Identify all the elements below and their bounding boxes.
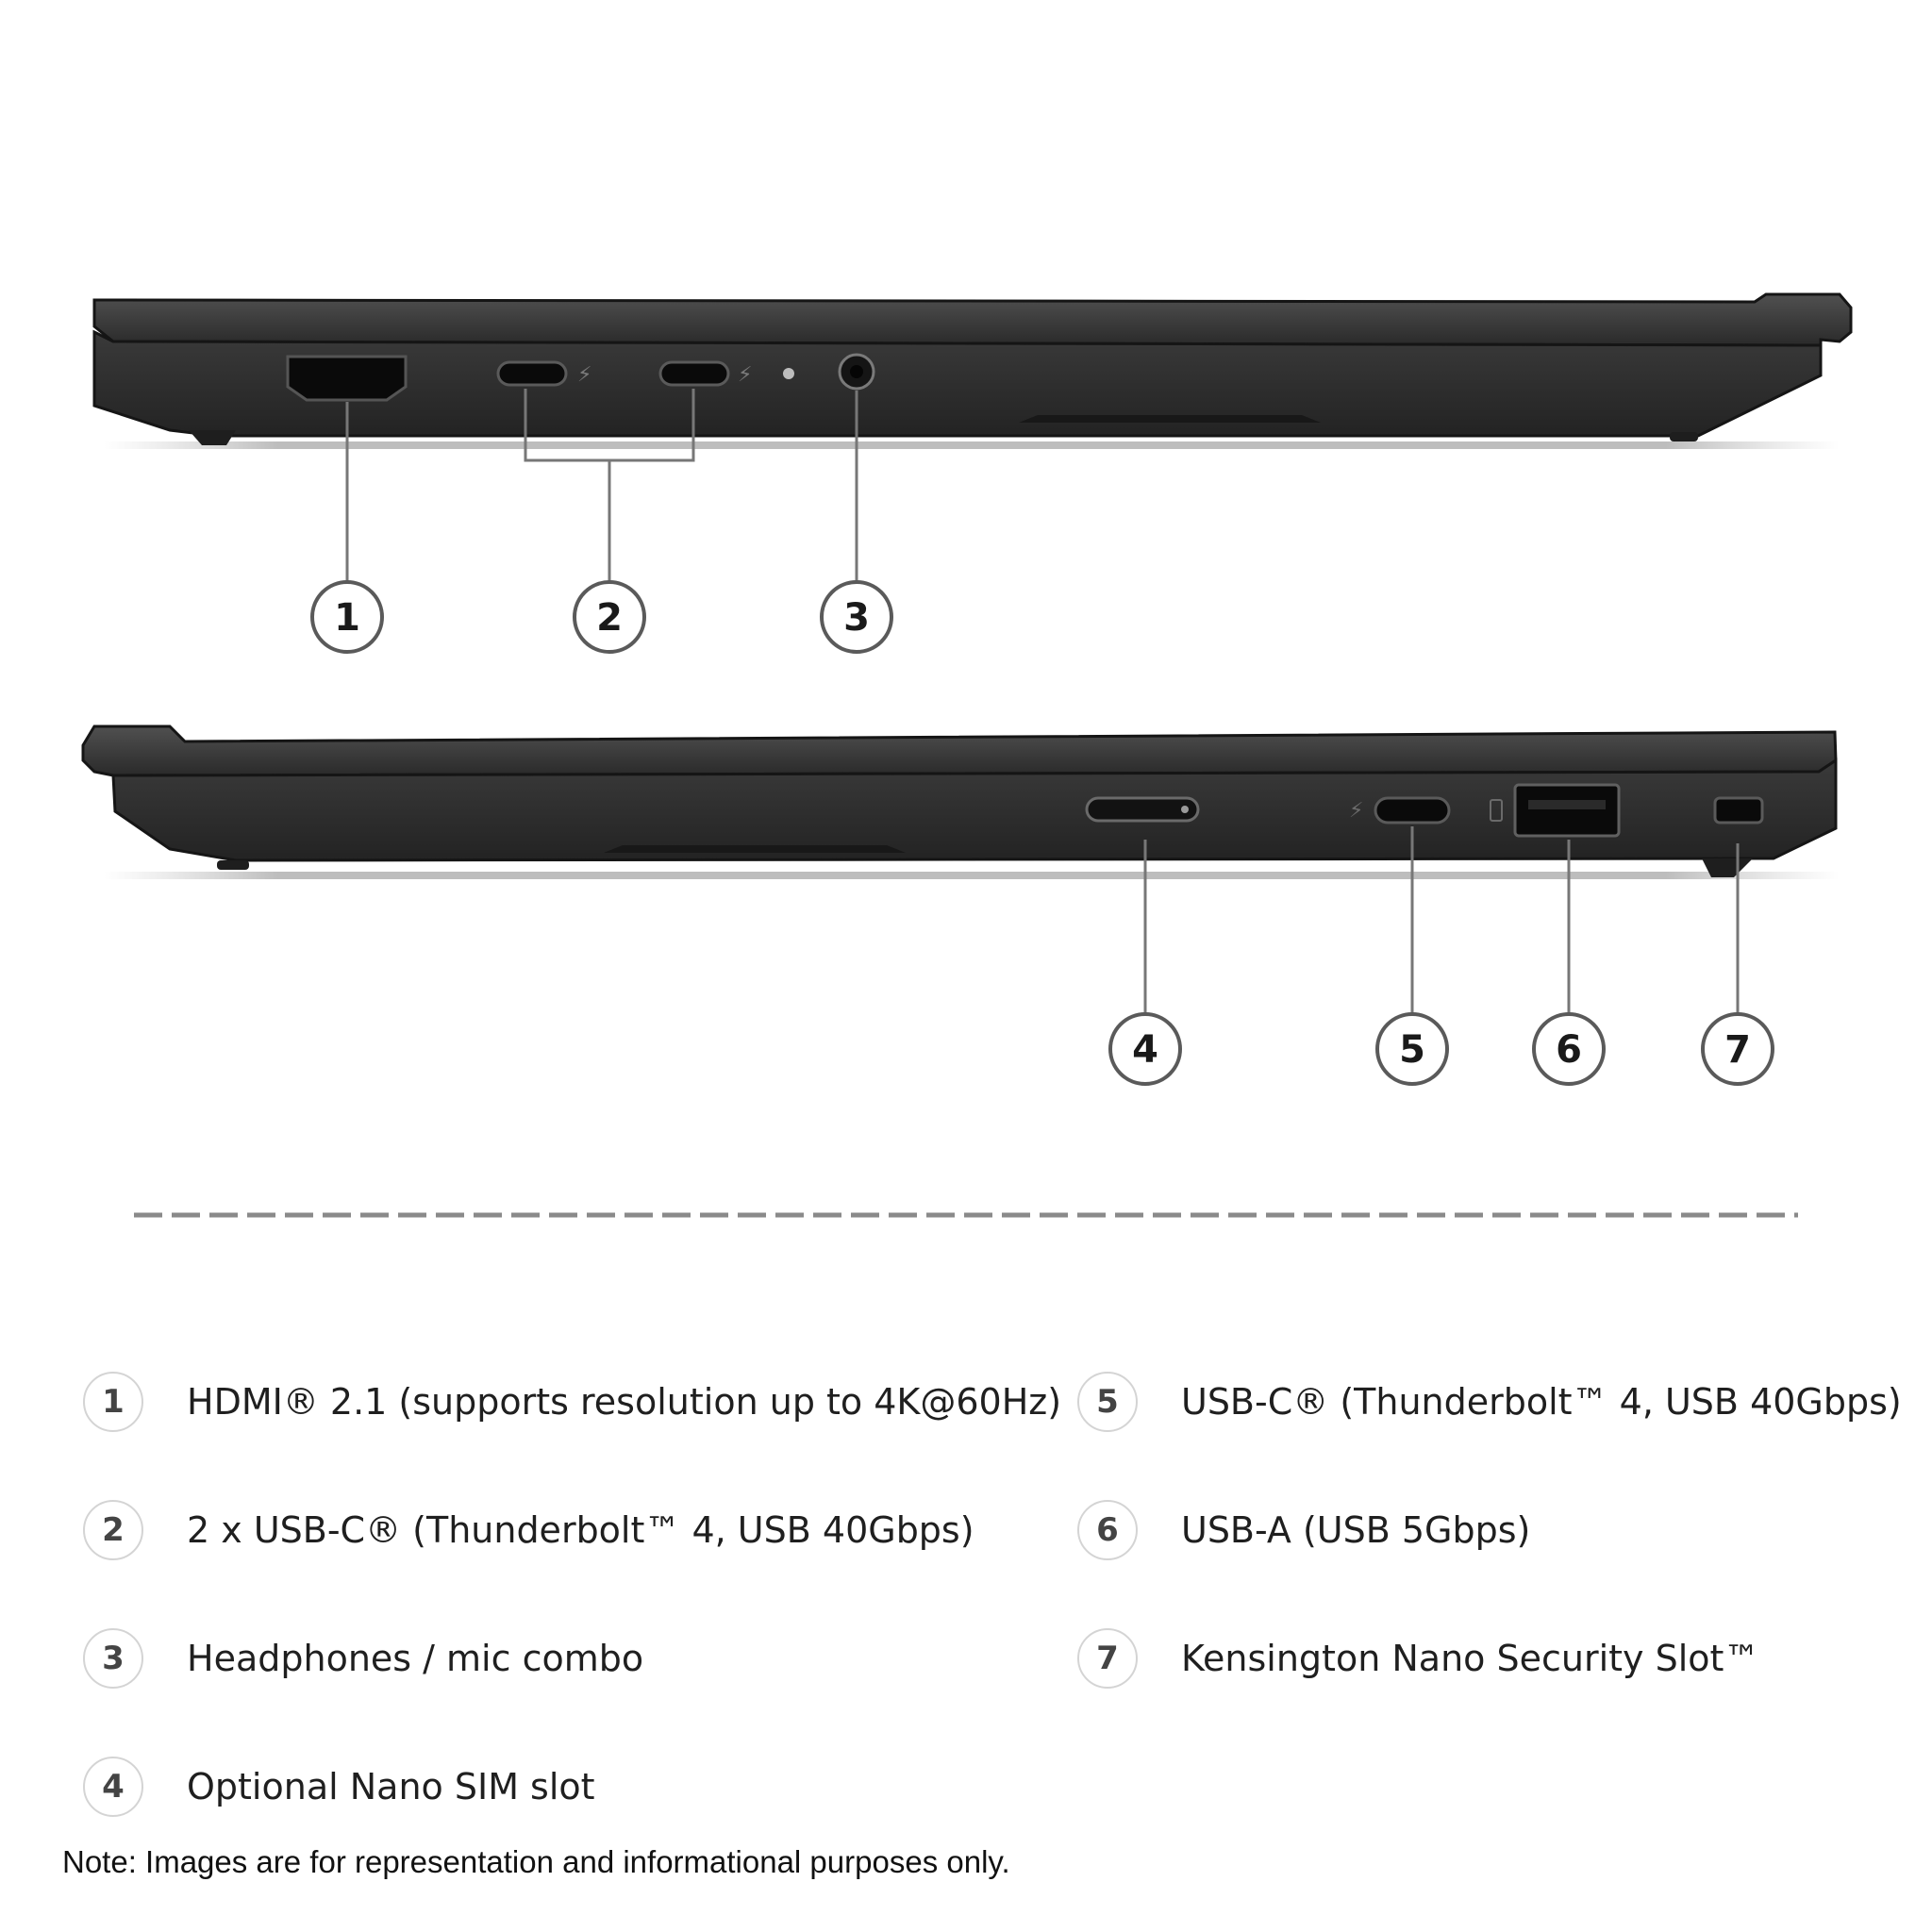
legend-label: HDMI® 2.1 (supports resolution up to 4K@60Hz) [187,1381,1062,1423]
usb-a-tongue [1528,800,1606,809]
callout-number: 4 [1132,1028,1158,1072]
laptop-lid [83,726,1836,775]
callout-5 [1377,1014,1447,1084]
legend-label: USB-A (USB 5Gbps) [1181,1509,1531,1551]
callout-1 [312,582,382,652]
audio-jack-hole [850,365,863,378]
legend-number-badge: 1 [83,1372,143,1432]
legend-number-badge: 2 [83,1500,143,1560]
usb-c-port [1375,798,1449,823]
legend-number-badge: 7 [1077,1628,1138,1689]
callout-number: 7 [1724,1028,1751,1072]
legend-label: USB-C® (Thunderbolt™ 4, USB 40Gbps) [1181,1381,1902,1423]
legend-item-6 [1077,1496,1530,1564]
callout-number: 6 [1556,1028,1582,1072]
callout-4 [1110,1014,1180,1084]
callout-number: 3 [843,596,870,640]
legend-label: 2 x USB-C® (Thunderbolt™ 4, USB 40Gbps) [187,1509,974,1551]
legend-number-badge: 5 [1077,1372,1138,1432]
vent [604,845,906,853]
laptop-right-side-view [83,726,1840,879]
legend-number-badge: 6 [1077,1500,1138,1560]
kensington-slot [1715,798,1762,823]
vent [1019,415,1321,423]
legend-item-3 [83,1624,643,1692]
shadow [104,872,1840,879]
legend-label: Optional Nano SIM slot [187,1766,595,1807]
laptop-left-side-view [94,294,1851,449]
foot [1670,432,1698,441]
laptop-lid [94,294,1851,345]
hdmi-port [288,357,406,400]
port-legend [0,1302,1932,1830]
thunderbolt-icon: ⚡ [738,363,753,387]
usb-a-port [1515,785,1619,836]
callout-number: 5 [1399,1028,1425,1072]
usb-c-port [660,362,728,385]
legend-label: Kensington Nano Security Slot™ [1181,1638,1760,1679]
legend-number-badge: 3 [83,1628,143,1689]
thunderbolt-icon: ⚡ [577,363,592,387]
legend-number-badge: 4 [83,1757,143,1817]
callout-number: 2 [596,596,623,640]
thunderbolt-icon: ⚡ [1349,799,1364,823]
legend-item-4 [83,1753,595,1821]
sim-eject-hole [1181,806,1189,813]
callout-6 [1534,1014,1604,1084]
status-led [783,368,794,379]
legend-item-7 [1077,1624,1759,1692]
legend-label: Headphones / mic combo [187,1638,644,1679]
shadow [104,441,1840,449]
callout-number: 1 [334,596,360,640]
disclaimer-note: Note: Images are for representation and informational purposes only. [62,1844,1010,1879]
callout-3 [822,582,891,652]
usb-c-port [498,362,566,385]
callout-7 [1703,1014,1773,1084]
legend-item-5 [1077,1368,1902,1436]
callout-2 [575,582,644,652]
legend-item-2 [83,1496,974,1564]
legend-item-1 [83,1368,1061,1436]
foot [217,860,249,870]
